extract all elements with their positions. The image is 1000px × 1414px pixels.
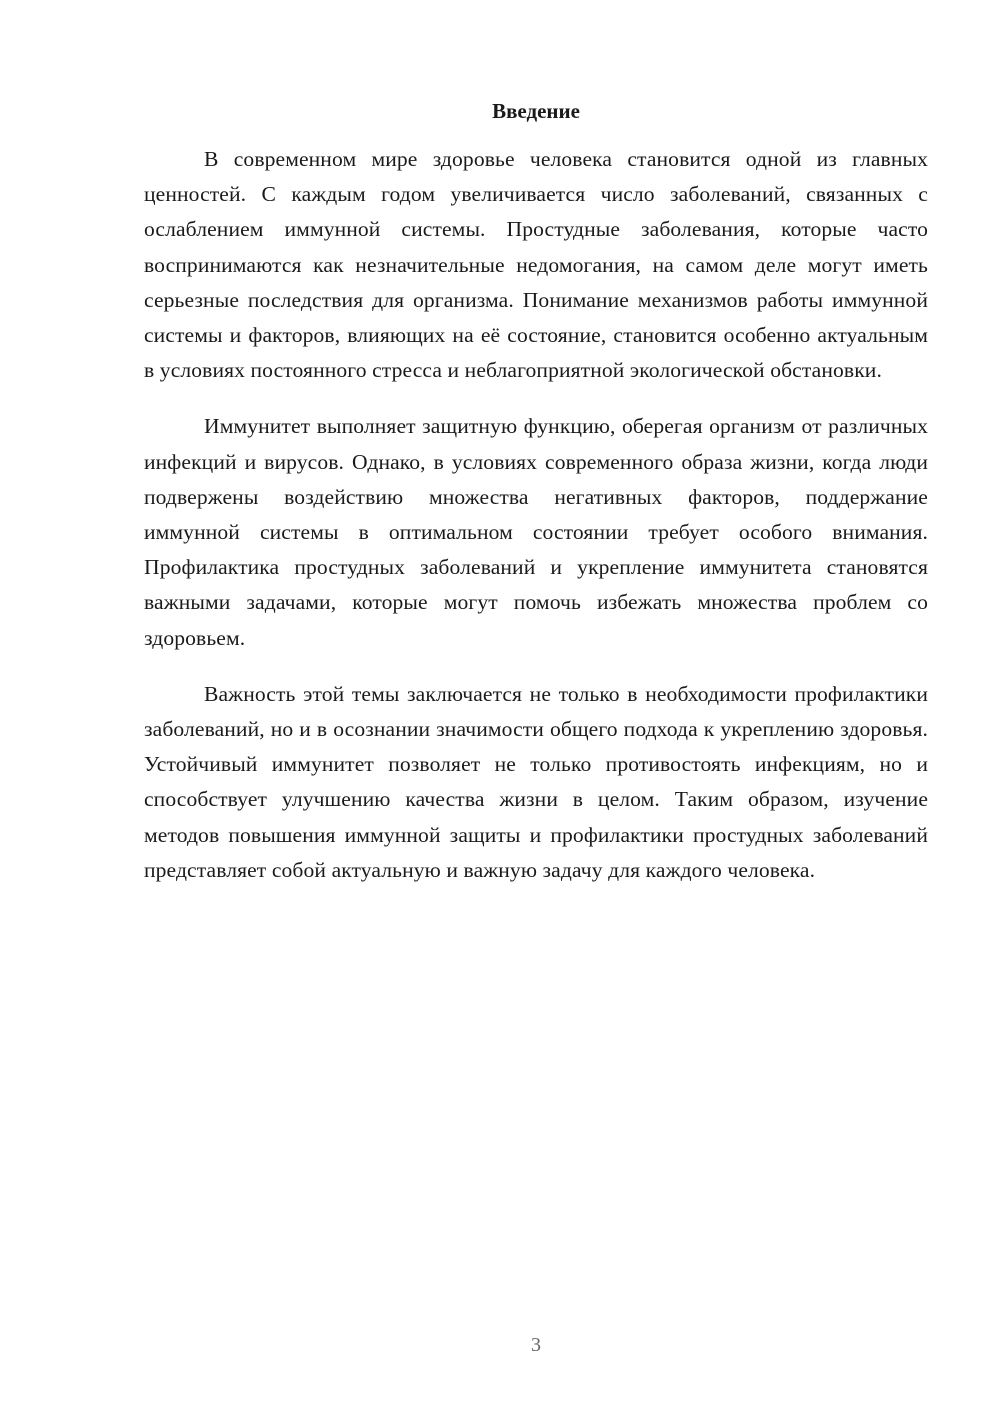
paragraph-1: В современном мире здоровье человека становится одной из главных ценностей. С каждым годом увеличивается число заболеваний, связанных с ослаблением иммунной системы. Простудные заболевания, которые часто воспринимаются как незначительные недомогания, на самом деле могут иметь серьезные последствия для организма. Понимание механизмов работы иммунной системы и факторов, влияющих на её состояние, становится особенно актуальным в условиях постоянного стресса и неблагоприятной экологической обстановки. — [144, 147, 928, 383]
paragraph-2: Иммунитет выполняет защитную функцию, оберегая организм от различных инфекций и вирусов. Однако, в условиях современного образа жизни, когда люди подвержены воздействию множества негативных факторов, поддержание иммунной системы в оптимальном состоянии требует особого внимания. Профилактика простудных заболеваний и укрепление иммунитета становятся важными задачами, которые могут помочь избежать множества проблем со здоровьем. — [144, 414, 928, 650]
section-heading: Введение — [492, 99, 580, 123]
paragraph-3: Важность этой темы заключается не только в необходимости профилактики заболеваний, но и в осознании значимости общего подхода к укреплению здоровья. Устойчивый иммунитет позволяет не только противостоять инфекциям, но и способствует улучшению качества жизни в целом. Таким образом, изучение методов повышения иммунной защиты и профилактики простудных заболеваний представляет собой актуальную и важную задачу для каждого человека. — [144, 681, 928, 882]
document-body — [144, 142, 928, 909]
page-number: 3 — [531, 1334, 541, 1356]
